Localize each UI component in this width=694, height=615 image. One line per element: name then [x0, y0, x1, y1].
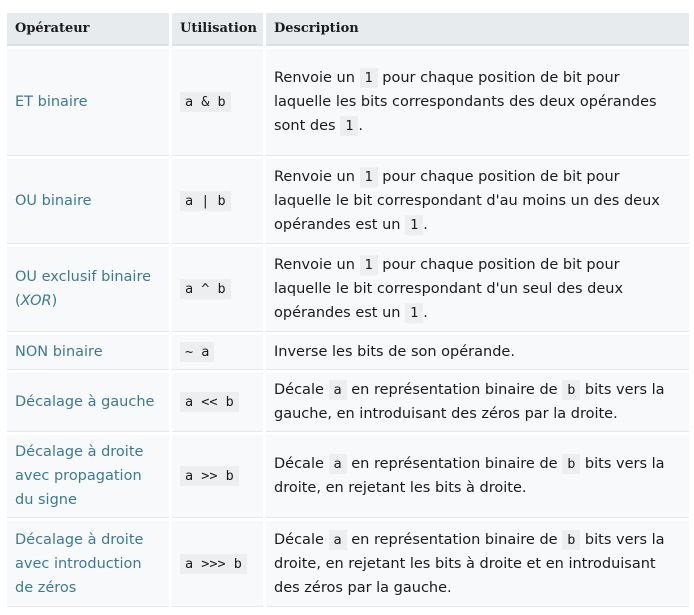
description-text: bits vers la gauche, en introduisant des zéros par la droite. [274, 382, 665, 422]
table-row [7, 49, 689, 156]
description-text: Renvoie un [274, 169, 360, 185]
usage-cell [172, 521, 263, 607]
description-text: Décale [274, 531, 329, 548]
description-cell [266, 247, 689, 332]
usage-code: a >>> b [180, 554, 247, 574]
table-row [7, 435, 689, 518]
operator-link[interactable]: ET binaire [15, 94, 88, 110]
inline-code: b [562, 380, 580, 400]
description-text: pour chaque position de bit pour laquelle le bit correspondant d'un seul des deux opérandes est un [274, 257, 624, 321]
inline-code: 1 [360, 167, 378, 187]
inline-code: 1 [405, 215, 423, 235]
table-row [7, 247, 689, 332]
inline-code: 1 [360, 255, 378, 275]
description-cell [266, 335, 689, 370]
usage-cell [172, 335, 263, 370]
description-text: en représentation binaire de [346, 456, 563, 472]
description-text: . [358, 118, 363, 134]
inline-code: a [329, 530, 347, 550]
description-cell [266, 49, 689, 156]
operator-link[interactable]: NON binaire [15, 344, 103, 360]
inline-code: b [562, 454, 580, 474]
description-text: . [423, 217, 428, 233]
operator-cell [7, 335, 169, 370]
usage-cell [172, 247, 263, 332]
description-text: Renvoie un [274, 257, 360, 273]
description-cell [266, 159, 689, 244]
usage-code: a >> b [180, 466, 239, 486]
description-text: pour chaque position de bit pour laquelle le bit correspondant d'au moins un des deux opérandes est un [274, 169, 660, 233]
description-text: pour chaque position de bit pour laquelle les bits correspondants des deux opérandes sont des [274, 70, 657, 134]
header-usage: Utilisation [172, 13, 263, 46]
operator-cell [7, 49, 169, 156]
operator-cell [7, 521, 169, 607]
table-row [7, 373, 689, 432]
usage-code: a & b [180, 92, 231, 112]
table-row [7, 335, 689, 370]
usage-code: a | b [180, 191, 231, 211]
description-text: en représentation binaire de [346, 531, 563, 548]
inline-code: a [329, 380, 347, 400]
header-description: Description [266, 13, 689, 46]
bitwise-operators-table [4, 10, 692, 610]
inline-code: 1 [360, 68, 378, 88]
description-text: bits vers la droite, en rejetant les bits à droite. [274, 456, 665, 496]
usage-cell [172, 435, 263, 518]
operator-link[interactable]: OU exclusif binaire (XOR) [15, 269, 152, 309]
operator-cell [7, 373, 169, 432]
usage-code: ~ a [180, 342, 214, 362]
usage-cell [172, 49, 263, 156]
table-row [7, 521, 689, 607]
description-text: Décale [274, 456, 329, 472]
description-cell [266, 435, 689, 518]
description-cell [266, 373, 689, 432]
usage-code: a << b [180, 392, 239, 412]
description-text: . [423, 305, 428, 321]
inline-code: 1 [405, 303, 423, 323]
inline-code: b [562, 530, 580, 550]
inline-code: a [329, 454, 347, 474]
operator-link[interactable]: Décalage à droite avec introduction de zéros [15, 531, 144, 596]
description-text: bits vers la droite, en rejetant les bits à droite et en introduisant des zéros par la gauche. [274, 531, 665, 596]
usage-cell [172, 373, 263, 432]
operator-link[interactable]: Décalage à gauche [15, 394, 155, 410]
inline-code: 1 [340, 116, 358, 136]
description-text: Renvoie un [274, 70, 360, 86]
operator-alias: XOR [20, 293, 52, 309]
description-text: Décale [274, 382, 329, 398]
description-text: en représentation binaire de [346, 382, 563, 398]
operator-cell [7, 247, 169, 332]
usage-cell [172, 159, 263, 244]
operator-link[interactable]: Décalage à droite avec propagation du signe [15, 444, 144, 508]
header-operator: Opérateur [7, 13, 169, 46]
header-row [7, 13, 689, 46]
table-row [7, 159, 689, 244]
usage-code: a ^ b [180, 279, 231, 299]
operator-cell [7, 435, 169, 518]
operator-link[interactable]: OU binaire [15, 193, 92, 209]
description-text: Inverse les bits de son opérande. [274, 344, 515, 360]
description-cell [266, 521, 689, 607]
operator-cell [7, 159, 169, 244]
